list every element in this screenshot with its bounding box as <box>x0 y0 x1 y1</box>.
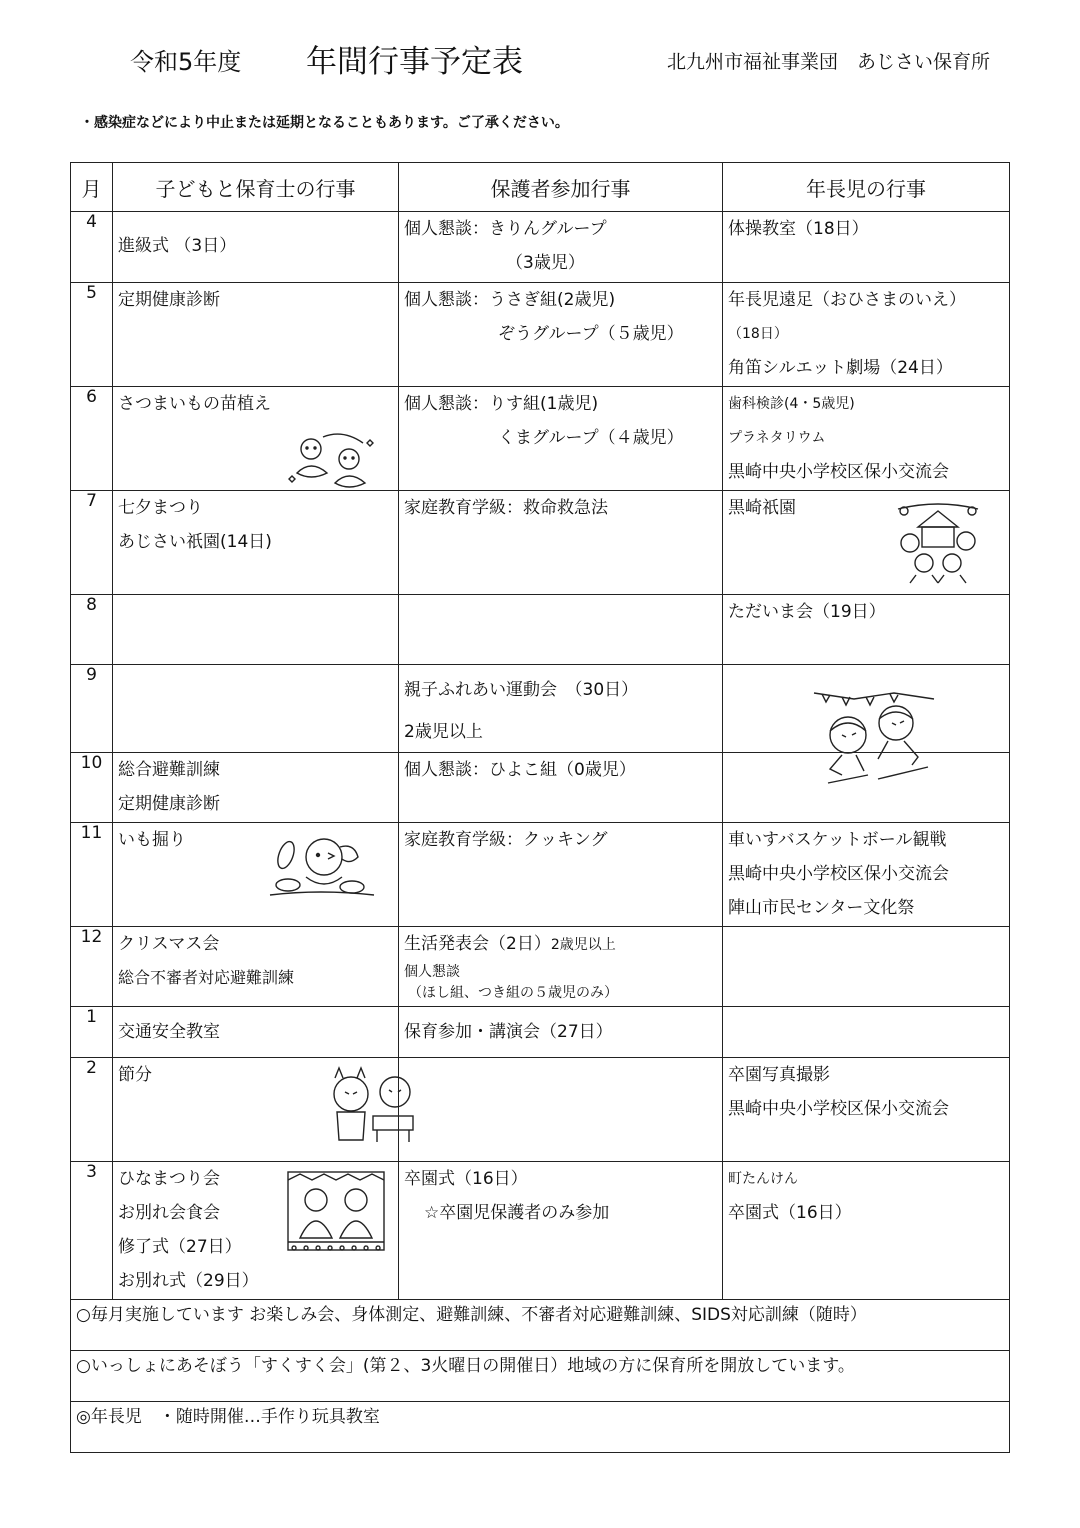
seniors-cell <box>723 1007 1010 1058</box>
potato-digging-illustration <box>266 833 376 899</box>
kids-cell <box>113 595 399 665</box>
parents-cell: 個人懇談：きりんグループ （3歳児） <box>399 212 723 283</box>
table-row <box>71 283 1010 387</box>
month-cell: 6 <box>71 387 113 491</box>
parents-cell <box>399 1058 723 1162</box>
table-row <box>71 1007 1010 1058</box>
month-cell: 7 <box>71 491 113 595</box>
table-row <box>71 595 1010 665</box>
kids-cell <box>113 665 399 753</box>
kids-cell: ひなまつり会 お別れ会食会 修了式（27日） お別れ式（29日） <box>113 1162 399 1300</box>
table-row <box>71 823 1010 927</box>
month-cell: 1 <box>71 1007 113 1058</box>
parents-cell: 親子ふれあい運動会 （30日） 2歳児以上 <box>399 665 723 753</box>
month-cell: 12 <box>71 927 113 1007</box>
seniors-cell: 年長児遠足（おひさまのいえ） （18日） 角笛シルエット劇場（24日） <box>723 283 1010 387</box>
seniors-cell: 歯科検診(4・5歳児) プラネタリウム 黒崎中央小学校区保小交流会 <box>723 387 1010 491</box>
seniors-cell: 町たんけん 卒園式（16日） <box>723 1162 1010 1300</box>
month-cell: 3 <box>71 1162 113 1300</box>
running-children-illustration <box>808 685 938 789</box>
parents-cell: 家庭教育学級：クッキング <box>399 823 723 927</box>
month-cell: 10 <box>71 753 113 823</box>
seniors-cell <box>723 665 1010 753</box>
parents-cell <box>399 595 723 665</box>
footer-row <box>71 1402 1010 1453</box>
schedule-table <box>70 162 1010 1453</box>
hina-dolls-illustration <box>286 1170 386 1252</box>
footer-note: ○毎月実施しています お楽しみ会、身体測定、避難訓練、不審者対応避難訓練、SIDS対応訓練（随時） <box>71 1300 1010 1351</box>
col-header-kids: 子どもと保育士の行事 <box>113 163 399 212</box>
tanabata-children-illustration <box>283 429 375 489</box>
setsubun-oni-illustration <box>323 1066 423 1146</box>
notice: ・感染症などにより中止または延期となることもあります。ご了承ください。 <box>80 115 569 131</box>
parents-cell: 生活発表会（2日）2歳児以上 個人懇談 （ほし組、つき組の５歳児のみ） <box>399 927 723 1007</box>
seniors-cell <box>723 927 1010 1007</box>
kids-cell: さつまいもの苗植え <box>113 387 399 491</box>
table-row <box>71 212 1010 283</box>
table-header-row <box>71 163 1010 212</box>
parents-cell: 個人懇談：うさぎ組(2歳児) ぞうグループ（５歳児） <box>399 283 723 387</box>
kids-cell: 進級式 （3日） <box>113 212 399 283</box>
month-cell: 5 <box>71 283 113 387</box>
table-row <box>71 491 1010 595</box>
month-cell: 9 <box>71 665 113 753</box>
parents-cell: 個人懇談：ひよこ組（0歳児） <box>399 753 723 823</box>
month-cell: 2 <box>71 1058 113 1162</box>
table-row <box>71 927 1010 1007</box>
table-row <box>71 1058 1010 1162</box>
page-title: 年間行事予定表 <box>306 44 523 80</box>
col-header-parents: 保護者参加行事 <box>399 163 723 212</box>
col-header-month: 月 <box>71 163 113 212</box>
org-name: 北九州市福祉事業団 あじさい保育所 <box>667 51 991 73</box>
seniors-cell: 黒崎祇園 <box>723 491 1010 595</box>
kids-cell: 節分 <box>113 1058 399 1162</box>
header-year: 令和5年度 <box>130 48 242 76</box>
month-cell: 11 <box>71 823 113 927</box>
kids-cell: クリスマス会 総合不審者対応避難訓練 <box>113 927 399 1007</box>
month-cell: 4 <box>71 212 113 283</box>
parents-cell: 保育参加・講演会（27日） <box>399 1007 723 1058</box>
kids-cell: 交通安全教室 <box>113 1007 399 1058</box>
kids-cell: いも掘り <box>113 823 399 927</box>
col-header-seniors: 年長児の行事 <box>723 163 1010 212</box>
table-row <box>71 387 1010 491</box>
footer-note: ○いっしょにあそぼう「すくすく会」(第２、3火曜日の開催日）地域の方に保育所を開放しています。 <box>71 1351 1010 1402</box>
footer-note: ◎年長児 ・随時開催…手作り玩具教室 <box>71 1402 1010 1453</box>
parents-cell: 卒園式（16日） ☆卒園児保護者のみ参加 <box>399 1162 723 1300</box>
table-row <box>71 1162 1010 1300</box>
parents-cell: 個人懇談：りす組(1歳児) くまグループ（４歳児） <box>399 387 723 491</box>
table-row <box>71 665 1010 753</box>
seniors-cell: 卒園写真撮影 黒崎中央小学校区保小交流会 <box>723 1058 1010 1162</box>
seniors-cell: 車いすバスケットボール観戦 黒崎中央小学校区保小交流会 陣山市民センター文化祭 <box>723 823 1010 927</box>
festival-portable-shrine-illustration <box>888 497 988 585</box>
seniors-cell: 体操教室（18日） <box>723 212 1010 283</box>
month-cell: 8 <box>71 595 113 665</box>
kids-cell: 総合避難訓練 定期健康診断 <box>113 753 399 823</box>
footer-row <box>71 1300 1010 1351</box>
parents-cell: 家庭教育学級：救命救急法 <box>399 491 723 595</box>
kids-cell: 七夕まつり あじさい祇園(14日) <box>113 491 399 595</box>
seniors-cell: ただいま会（19日） <box>723 595 1010 665</box>
footer-row <box>71 1351 1010 1402</box>
kids-cell: 定期健康診断 <box>113 283 399 387</box>
